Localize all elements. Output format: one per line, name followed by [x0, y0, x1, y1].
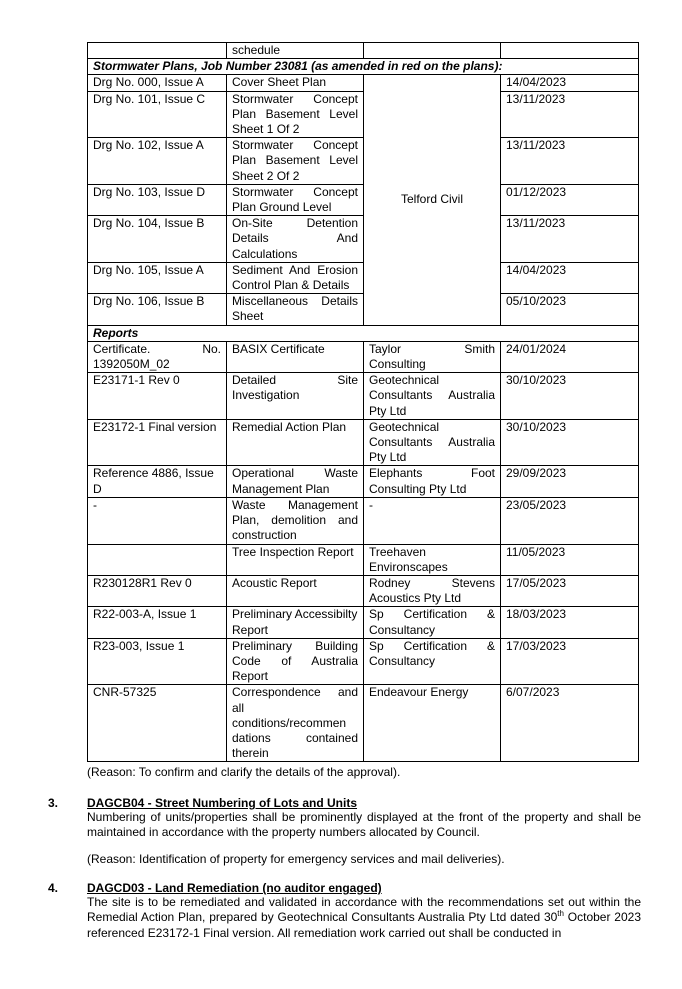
drawing-date: 14/04/2023 — [501, 75, 639, 91]
table-row — [88, 75, 639, 91]
condition-heading: DAGCB04 - Street Numbering of Lots and Units — [87, 796, 358, 810]
table-row — [88, 138, 639, 185]
drawing-title: Miscellaneous Details Sheet — [227, 294, 364, 325]
report-date: 24/01/2024 — [501, 341, 639, 372]
report-consultant: Treehaven Environscapes — [364, 544, 501, 575]
report-ref: CNR-57325 — [88, 685, 227, 762]
report-title: Tree Inspection Report — [227, 544, 364, 575]
condition-body — [87, 895, 641, 941]
report-ref: R22-003-A, Issue 1 — [88, 607, 227, 638]
report-date: 17/05/2023 — [501, 575, 639, 606]
table-row — [88, 43, 639, 59]
report-consultant: Taylor Smith Consulting — [364, 341, 501, 372]
stormwater-consultant: Telford Civil — [364, 75, 501, 325]
table-row — [88, 607, 639, 638]
report-ref: E23172-1 Final version — [88, 419, 227, 466]
table-row — [88, 216, 639, 263]
report-ref: E23171-1 Rev 0 — [88, 373, 227, 420]
table-row — [88, 373, 639, 420]
table-row — [88, 91, 639, 138]
section-header-row — [88, 59, 639, 75]
section-header-row — [88, 325, 639, 341]
report-date: 23/05/2023 — [501, 497, 639, 544]
table-row — [88, 497, 639, 544]
reason-text: (Reason: Identification of property for emergency services and mail deliveries). — [87, 852, 505, 866]
ordinal-suffix: th — [557, 909, 564, 919]
report-ref: Reference 4886, Issue D — [88, 466, 227, 497]
report-ref: R23-003, Issue 1 — [88, 638, 227, 685]
report-ref — [88, 544, 227, 575]
table-row — [88, 638, 639, 685]
condition-body: Numbering of units/properties shall be prominently displayed at the front of the property and shall be maintained in accordance with the property numbers allocated by Council. — [87, 810, 641, 840]
report-title: Preliminary Building Code of Australia Report — [227, 638, 364, 685]
condition-body-part: The site is to be remediated and validated in accordance with the recommendations set out within the Remedial Action Plan, prepared by Geotechnical Consultants Australia Pty Ltd dated 30 — [87, 895, 641, 925]
table-row — [88, 294, 639, 325]
report-date: 29/09/2023 — [501, 466, 639, 497]
report-ref: Certificate. No. 1392050M_02 — [88, 341, 227, 372]
report-date: 6/07/2023 — [501, 685, 639, 762]
report-consultant: Elephants Foot Consulting Pty Ltd — [364, 466, 501, 497]
table-row — [88, 419, 639, 466]
drawing-date: 01/12/2023 — [501, 184, 639, 215]
table-row — [88, 341, 639, 372]
report-consultant: Sp Certification & Consultancy — [364, 607, 501, 638]
drawing-title: Stormwater Concept Plan Ground Level — [227, 184, 364, 215]
drawing-ref: Drg No. 105, Issue A — [88, 262, 227, 293]
reports-section-header: Reports — [88, 325, 639, 341]
approved-documents-table — [87, 42, 639, 762]
drawing-title: Cover Sheet Plan — [227, 75, 364, 91]
report-title: Preliminary Accessibilty Report — [227, 607, 364, 638]
condition-heading: DAGCD03 - Land Remediation (no auditor engaged) — [87, 881, 382, 895]
drawing-title: Stormwater Concept Plan Basement Level Sheet 2 Of 2 — [227, 138, 364, 185]
condition-number: 3. — [48, 796, 59, 810]
report-ref: R230128R1 Rev 0 — [88, 575, 227, 606]
report-title: Waste Management Plan, demolition and construction — [227, 497, 364, 544]
report-title: Correspondence and all conditions/recommen dations contained therein — [227, 685, 364, 762]
report-title: Acoustic Report — [227, 575, 364, 606]
report-date: 11/05/2023 — [501, 544, 639, 575]
report-consultant: Rodney Stevens Acoustics Pty Ltd — [364, 575, 501, 606]
report-consultant: Sp Certification & Consultancy — [364, 638, 501, 685]
drawing-date: 13/11/2023 — [501, 91, 639, 138]
drawing-title: On-Site Detention Details And Calculations — [227, 216, 364, 263]
report-title: Remedial Action Plan — [227, 419, 364, 466]
drawing-ref: Drg No. 000, Issue A — [88, 75, 227, 91]
report-consultant: Geotechnical Consultants Australia Pty Ltd — [364, 419, 501, 466]
drawing-ref: Drg No. 103, Issue D — [88, 184, 227, 215]
drawing-ref: Drg No. 101, Issue C — [88, 91, 227, 138]
report-consultant: Endeavour Energy — [364, 685, 501, 762]
drawing-ref: Drg No. 102, Issue A — [88, 138, 227, 185]
report-date: 30/10/2023 — [501, 373, 639, 420]
report-ref: - — [88, 497, 227, 544]
report-date: 18/03/2023 — [501, 607, 639, 638]
report-title: Detailed Site Investigation — [227, 373, 364, 420]
table-row — [88, 184, 639, 215]
drawing-date: 14/04/2023 — [501, 262, 639, 293]
table-row — [88, 575, 639, 606]
drawing-date: 13/11/2023 — [501, 216, 639, 263]
drawing-ref: Drg No. 106, Issue B — [88, 294, 227, 325]
condition-body-part: October 2023 referenced E23172-1 Final version. All remediation work carried out shall be conducted in — [87, 910, 641, 940]
table-row — [88, 544, 639, 575]
stormwater-section-header: Stormwater Plans, Job Number 23081 (as amended in red on the plans): — [88, 59, 639, 75]
report-title: BASIX Certificate — [227, 341, 364, 372]
reason-text: (Reason: To confirm and clarify the details of the approval). — [87, 765, 401, 779]
drawing-date: 05/10/2023 — [501, 294, 639, 325]
report-consultant: - — [364, 497, 501, 544]
condition-number: 4. — [48, 881, 59, 895]
drawing-title: Stormwater Concept Plan Basement Level Sheet 1 Of 2 — [227, 91, 364, 138]
drawing-date: 13/11/2023 — [501, 138, 639, 185]
report-title: Operational Waste Management Plan — [227, 466, 364, 497]
table-row — [88, 466, 639, 497]
drawing-title: Sediment And Erosion Control Plan & Details — [227, 262, 364, 293]
report-date: 30/10/2023 — [501, 419, 639, 466]
table-row — [88, 262, 639, 293]
report-date: 17/03/2023 — [501, 638, 639, 685]
table-cell: schedule — [227, 43, 364, 59]
report-consultant: Geotechnical Consultants Australia Pty Ltd — [364, 373, 501, 420]
drawing-ref: Drg No. 104, Issue B — [88, 216, 227, 263]
table-row — [88, 685, 639, 762]
